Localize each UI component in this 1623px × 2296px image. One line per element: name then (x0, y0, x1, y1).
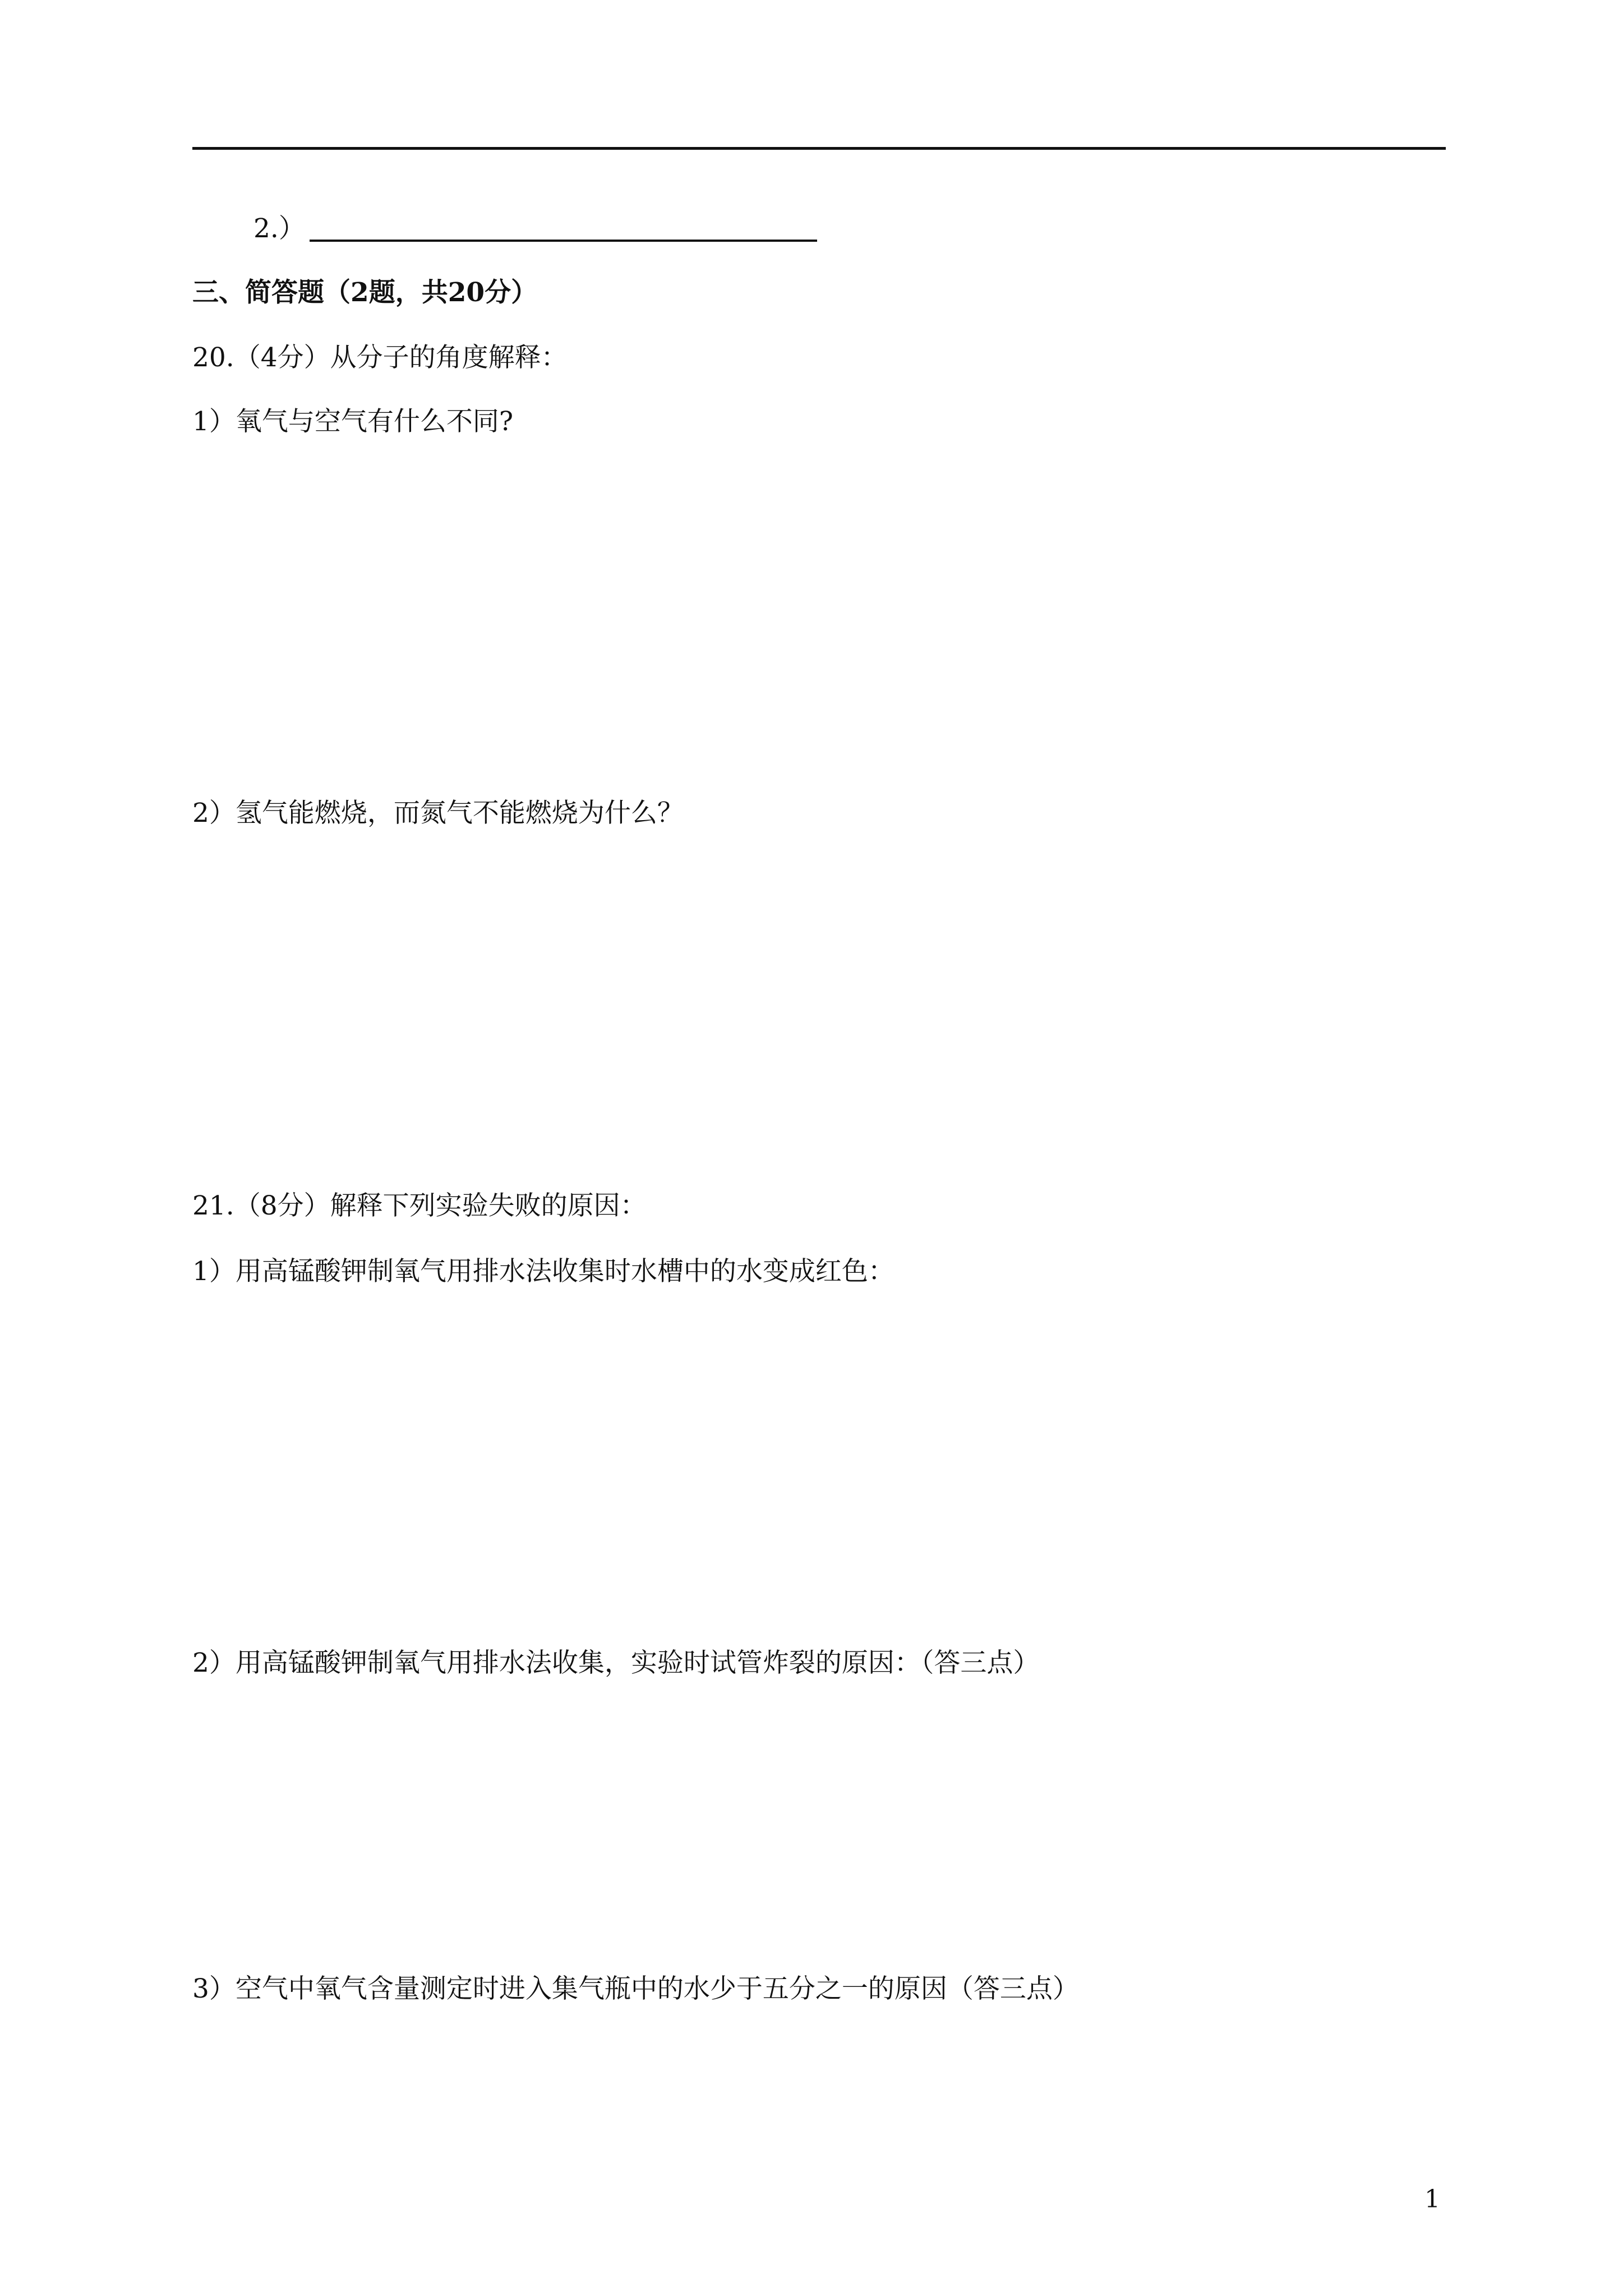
question-20-stem: 20.（4分）从分子的角度解释： (192, 342, 568, 373)
question-20-part-2: 2）氢气能燃烧，而氮气不能燃烧为什么？ (192, 798, 684, 829)
question-20-part-1: 1）氧气与空气有什么不同? (192, 406, 514, 437)
answer-blank-line[interactable] (310, 240, 817, 242)
question-21-part-1: 1）用高锰酸钾制氧气用排水法收集时水槽中的水变成红色： (192, 1256, 895, 1287)
header-rule (192, 147, 1446, 150)
question-21-stem: 21.（8分）解释下列实验失败的原因： (192, 1190, 647, 1221)
item-2-label: 2.） (253, 213, 305, 244)
section-heading: 三、简答题（2题，共20分） (192, 277, 538, 308)
question-21-part-2: 2）用高锰酸钾制氧气用排水法收集，实验时试管炸裂的原因：（答三点） (192, 1648, 1040, 1678)
question-21-part-3: 3）空气中氧气含量测定时进入集气瓶中的水少于五分之一的原因（答三点） (192, 1973, 1079, 2004)
page-number: 1 (1424, 2185, 1440, 2214)
